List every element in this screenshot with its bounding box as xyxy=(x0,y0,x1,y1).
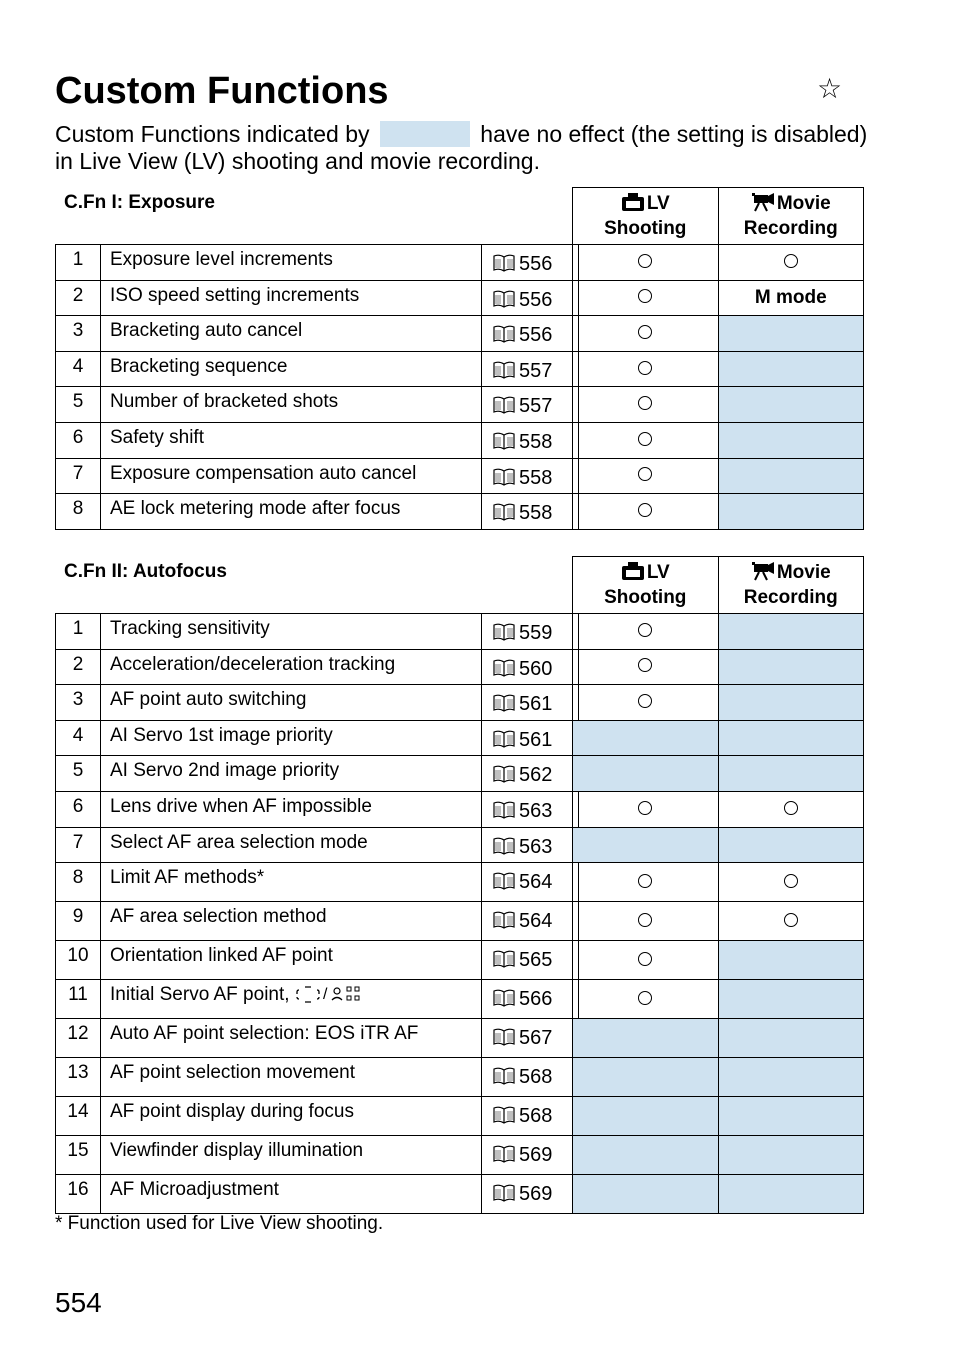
page-reference[interactable]: 558 xyxy=(482,422,579,458)
function-number: 16 xyxy=(56,1175,101,1214)
table-row xyxy=(56,1136,579,1175)
table-row xyxy=(573,351,864,387)
disabled-cell xyxy=(718,1175,864,1214)
disabled-cell xyxy=(573,1175,719,1214)
enabled-cell xyxy=(718,863,864,902)
circle-icon xyxy=(638,913,652,927)
book-icon xyxy=(492,431,516,451)
table-row xyxy=(56,494,579,530)
disabled-cell xyxy=(573,720,719,756)
page-reference[interactable]: 569 xyxy=(482,1175,579,1214)
book-icon xyxy=(492,836,516,856)
page-reference[interactable]: 562 xyxy=(482,756,579,792)
page-reference[interactable]: 567 xyxy=(482,1019,579,1058)
disabled-cell xyxy=(718,649,864,685)
function-number: 15 xyxy=(56,1136,101,1175)
table-row xyxy=(56,720,579,756)
table-row xyxy=(56,245,579,281)
circle-icon xyxy=(784,801,798,815)
book-icon xyxy=(492,360,516,380)
function-number: 4 xyxy=(56,351,101,387)
table-row xyxy=(573,245,864,281)
table-row xyxy=(573,458,864,494)
book-icon xyxy=(492,1144,516,1164)
function-name: Exposure level increments xyxy=(101,245,482,281)
circle-icon xyxy=(638,396,652,410)
book-icon xyxy=(492,1105,516,1125)
function-name: Viewfinder display illumination xyxy=(101,1136,482,1175)
enabled-cell xyxy=(573,422,719,458)
disabled-cell xyxy=(573,1097,719,1136)
page-reference[interactable]: 557 xyxy=(482,387,579,423)
page-reference[interactable]: 561 xyxy=(482,685,579,721)
movie-camera-icon xyxy=(751,192,775,212)
table-row xyxy=(56,614,579,650)
table-row xyxy=(573,280,864,316)
enabled-cell xyxy=(573,980,719,1019)
function-name: Bracketing sequence xyxy=(101,351,482,387)
function-number: 7 xyxy=(56,458,101,494)
function-name: AI Servo 1st image priority xyxy=(101,720,482,756)
function-number: 4 xyxy=(56,720,101,756)
book-icon xyxy=(492,693,516,713)
camera-icon xyxy=(621,561,645,581)
circle-icon xyxy=(638,503,652,517)
circle-icon xyxy=(638,694,652,708)
intro-before: Custom Functions indicated by xyxy=(55,121,370,147)
page-reference[interactable]: 557 xyxy=(482,351,579,387)
circle-icon xyxy=(638,361,652,375)
disabled-cell xyxy=(573,1019,719,1058)
table-row xyxy=(56,1097,579,1136)
table-row xyxy=(56,649,579,685)
function-name: Bracketing auto cancel xyxy=(101,316,482,352)
function-name: AF point selection movement xyxy=(101,1058,482,1097)
function-number: 6 xyxy=(56,422,101,458)
disabled-cell xyxy=(718,941,864,980)
function-name: Safety shift xyxy=(101,422,482,458)
star-icon: ☆ xyxy=(817,73,843,104)
book-icon xyxy=(492,988,516,1008)
function-name: Exposure compensation auto cancel xyxy=(101,458,482,494)
function-name: AF area selection method xyxy=(101,902,482,941)
disabled-cell xyxy=(573,1058,719,1097)
table-row xyxy=(573,863,864,902)
page-reference[interactable]: 558 xyxy=(482,458,579,494)
function-number: 3 xyxy=(56,685,101,721)
page-reference[interactable]: 556 xyxy=(482,316,579,352)
function-name: Number of bracketed shots xyxy=(101,387,482,423)
book-icon xyxy=(492,800,516,820)
movie-recording-header: Movie Recording xyxy=(718,557,864,614)
function-number: 12 xyxy=(56,1019,101,1058)
circle-icon xyxy=(784,913,798,927)
table-row xyxy=(573,756,864,792)
intro-text xyxy=(55,121,875,175)
section-title-exposure: C.Fn I: Exposure xyxy=(64,192,215,213)
circle-icon xyxy=(638,658,652,672)
page-reference[interactable]: 563 xyxy=(482,827,579,863)
book-icon xyxy=(492,949,516,969)
book-icon xyxy=(492,1066,516,1086)
function-name: Auto AF point selection: EOS iTR AF xyxy=(101,1019,482,1058)
disabled-cell xyxy=(718,1058,864,1097)
circle-icon xyxy=(638,325,652,339)
enabled-cell xyxy=(573,351,719,387)
disabled-cell xyxy=(718,1019,864,1058)
table-row xyxy=(573,494,864,530)
function-number: 2 xyxy=(56,280,101,316)
table-row xyxy=(56,387,579,423)
table-row xyxy=(573,316,864,352)
disabled-cell xyxy=(718,422,864,458)
function-number: 13 xyxy=(56,1058,101,1097)
disabled-cell xyxy=(718,1136,864,1175)
function-name: ISO speed setting increments xyxy=(101,280,482,316)
function-number: 3 xyxy=(56,316,101,352)
table-row xyxy=(56,827,579,863)
enabled-cell xyxy=(573,245,719,281)
page-reference[interactable]: 568 xyxy=(482,1058,579,1097)
enabled-cell xyxy=(573,902,719,941)
function-number: 10 xyxy=(56,941,101,980)
page-number: 554 xyxy=(55,1287,102,1318)
lv-shooting-header: LV Shooting xyxy=(573,557,719,614)
book-icon xyxy=(492,467,516,487)
page-reference[interactable]: 569 xyxy=(482,1136,579,1175)
function-number: 11 xyxy=(56,980,101,1019)
book-icon xyxy=(492,622,516,642)
book-icon xyxy=(492,253,516,273)
book-icon xyxy=(492,502,516,522)
function-number: 5 xyxy=(56,756,101,792)
table-row xyxy=(573,980,864,1019)
function-name: Lens drive when AF impossible xyxy=(101,791,482,827)
table-row xyxy=(573,422,864,458)
function-number: 6 xyxy=(56,791,101,827)
disabled-cell xyxy=(573,756,719,792)
book-icon xyxy=(492,910,516,930)
page-reference[interactable]: 564 xyxy=(482,902,579,941)
book-icon xyxy=(492,729,516,749)
table-row xyxy=(56,902,579,941)
table-row xyxy=(573,1136,864,1175)
function-name: Tracking sensitivity xyxy=(101,614,482,650)
svg-text:/: / xyxy=(322,986,328,1004)
disabled-cell xyxy=(718,458,864,494)
function-number: 14 xyxy=(56,1097,101,1136)
table-row xyxy=(56,351,579,387)
book-icon xyxy=(492,1027,516,1047)
circle-icon xyxy=(638,801,652,815)
enabled-cell xyxy=(573,685,719,721)
function-name: Limit AF methods* xyxy=(101,863,482,902)
circle-icon xyxy=(638,254,652,268)
function-number: 5 xyxy=(56,387,101,423)
table-row xyxy=(573,614,864,650)
disabled-cell xyxy=(718,494,864,530)
page-reference[interactable]: 568 xyxy=(482,1097,579,1136)
disabled-cell xyxy=(718,387,864,423)
table-row xyxy=(573,720,864,756)
disabled-cell xyxy=(718,720,864,756)
disabled-cell xyxy=(718,1097,864,1136)
book-icon xyxy=(492,324,516,344)
enabled-cell xyxy=(573,280,719,316)
exposure-mode-table xyxy=(572,187,864,530)
book-icon xyxy=(492,658,516,678)
function-name: AE lock metering mode after focus xyxy=(101,494,482,530)
book-icon xyxy=(492,1183,516,1203)
table-row xyxy=(573,791,864,827)
function-number: 7 xyxy=(56,827,101,863)
page-reference[interactable]: 559 xyxy=(482,614,579,650)
function-number: 2 xyxy=(56,649,101,685)
table-row xyxy=(56,1019,579,1058)
disabled-cell xyxy=(718,316,864,352)
circle-icon xyxy=(638,623,652,637)
page-reference[interactable]: 564 xyxy=(482,863,579,902)
enabled-cell xyxy=(573,614,719,650)
section-title-autofocus: C.Fn II: Autofocus xyxy=(64,561,227,582)
page-reference[interactable]: 566 xyxy=(482,980,579,1019)
table-row xyxy=(56,1058,579,1097)
enabled-cell xyxy=(573,387,719,423)
enabled-cell xyxy=(718,245,864,281)
page-reference[interactable]: 558 xyxy=(482,494,579,530)
disabled-cell xyxy=(718,351,864,387)
function-name: AF point display during focus xyxy=(101,1097,482,1136)
circle-icon xyxy=(638,432,652,446)
enabled-cell xyxy=(573,863,719,902)
enabled-cell xyxy=(573,941,719,980)
enabled-cell xyxy=(573,791,719,827)
autofocus-mode-table xyxy=(572,556,864,1214)
table-row xyxy=(56,863,579,902)
function-name: Select AF area selection mode xyxy=(101,827,482,863)
circle-icon xyxy=(784,874,798,888)
table-row xyxy=(56,791,579,827)
function-number: 1 xyxy=(56,245,101,281)
circle-icon xyxy=(638,874,652,888)
function-number: 9 xyxy=(56,902,101,941)
circle-icon xyxy=(784,254,798,268)
table-row xyxy=(573,941,864,980)
function-name: AI Servo 2nd image priority xyxy=(101,756,482,792)
page-reference[interactable]: 563 xyxy=(482,791,579,827)
table-row xyxy=(573,649,864,685)
movie-camera-icon xyxy=(751,561,775,581)
table-row xyxy=(573,685,864,721)
footnote: * Function used for Live View shooting. xyxy=(55,1213,384,1234)
disabled-cell xyxy=(718,756,864,792)
enabled-cell xyxy=(573,649,719,685)
exposure-function-table xyxy=(55,244,579,530)
enabled-cell xyxy=(573,458,719,494)
af-point-icons xyxy=(295,984,363,1010)
autofocus-function-table xyxy=(55,613,579,1214)
disabled-cell xyxy=(718,827,864,863)
lv-shooting-header: LV Shooting xyxy=(573,188,719,245)
circle-icon xyxy=(638,289,652,303)
page-reference[interactable]: 565 xyxy=(482,941,579,980)
disabled-cell xyxy=(573,827,719,863)
function-name: Initial Servo AF point, / xyxy=(101,980,482,1019)
table-row xyxy=(56,1175,579,1214)
page-reference[interactable]: 561 xyxy=(482,720,579,756)
enabled-cell xyxy=(573,494,719,530)
disabled-cell xyxy=(718,614,864,650)
function-name: AF Microadjustment xyxy=(101,1175,482,1214)
table-row xyxy=(573,1058,864,1097)
table-row xyxy=(573,1175,864,1214)
page-title: Custom Functions xyxy=(55,70,389,112)
table-row xyxy=(573,387,864,423)
circle-icon xyxy=(638,467,652,481)
function-name: AF point auto switching xyxy=(101,685,482,721)
table-row xyxy=(56,316,579,352)
function-number: 8 xyxy=(56,494,101,530)
table-row xyxy=(56,941,579,980)
mode-note-cell: M mode xyxy=(718,280,864,316)
table-row xyxy=(56,422,579,458)
book-icon xyxy=(492,764,516,784)
table-row xyxy=(56,685,579,721)
circle-icon xyxy=(638,952,652,966)
table-row xyxy=(573,902,864,941)
intro-after: have no effect (the setting is disabled) in Live View (LV) shooting and movie recording. xyxy=(55,121,868,174)
table-row xyxy=(56,458,579,494)
disabled-color-swatch xyxy=(380,121,470,147)
enabled-cell xyxy=(718,791,864,827)
movie-recording-header: Movie Recording xyxy=(718,188,864,245)
table-row xyxy=(573,827,864,863)
table-row xyxy=(56,280,579,316)
circle-icon xyxy=(638,991,652,1005)
function-name: Acceleration/deceleration tracking xyxy=(101,649,482,685)
disabled-cell xyxy=(718,980,864,1019)
page-reference[interactable]: 560 xyxy=(482,649,579,685)
book-icon xyxy=(492,871,516,891)
book-icon xyxy=(492,289,516,309)
table-row xyxy=(56,980,579,1019)
function-name: Orientation linked AF point xyxy=(101,941,482,980)
page-reference[interactable]: 556 xyxy=(482,245,579,281)
table-row xyxy=(56,756,579,792)
book-icon xyxy=(492,395,516,415)
function-number: 8 xyxy=(56,863,101,902)
page-reference[interactable]: 556 xyxy=(482,280,579,316)
enabled-cell xyxy=(718,902,864,941)
camera-icon xyxy=(621,192,645,212)
enabled-cell xyxy=(573,316,719,352)
function-number: 1 xyxy=(56,614,101,650)
table-row xyxy=(573,1019,864,1058)
disabled-cell xyxy=(573,1136,719,1175)
table-row xyxy=(573,1097,864,1136)
disabled-cell xyxy=(718,685,864,721)
